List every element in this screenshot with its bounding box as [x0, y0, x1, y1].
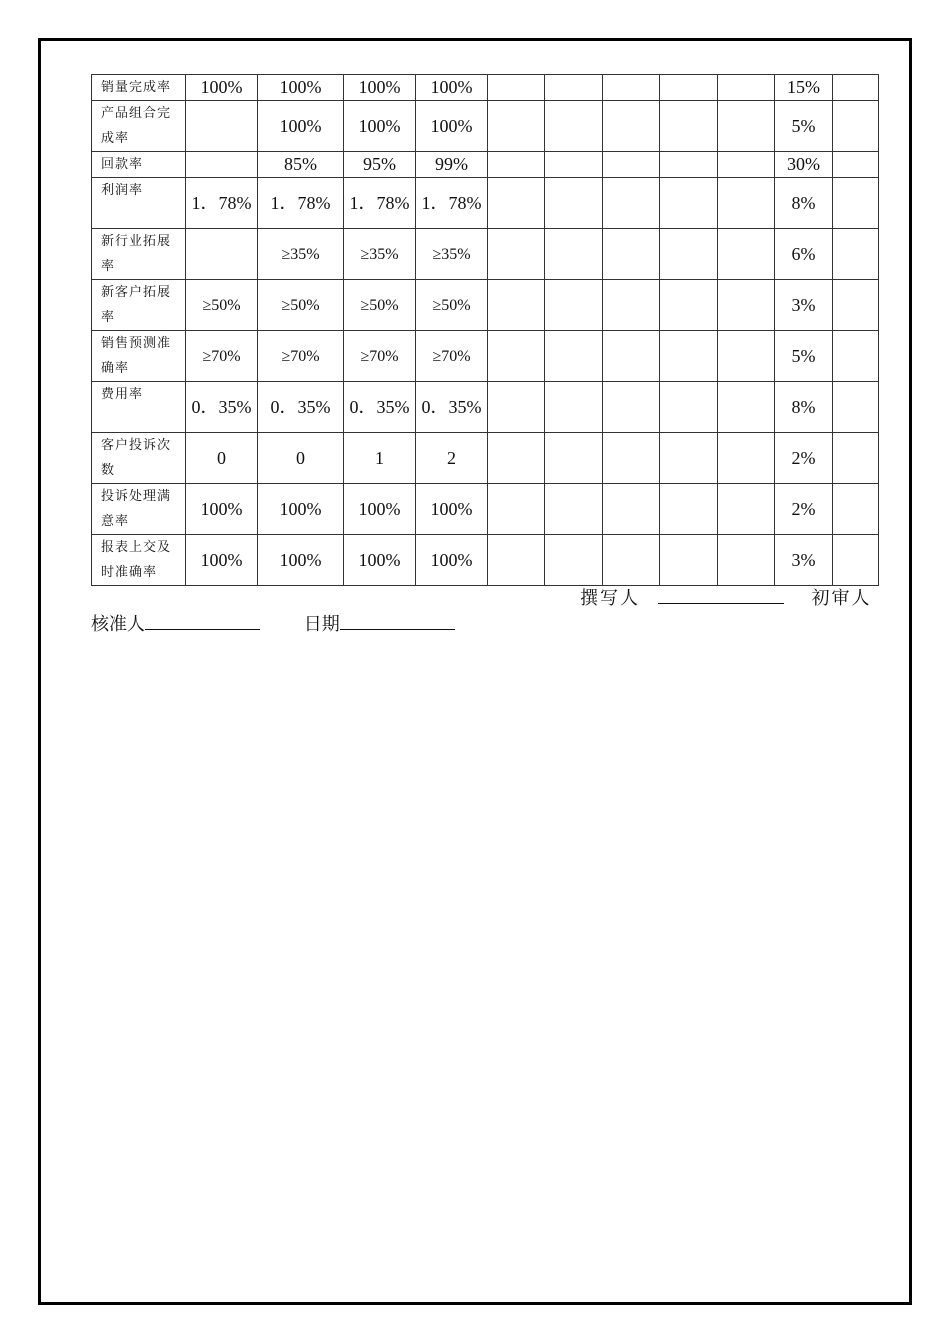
empty-cell: [488, 382, 545, 433]
target-cell: 0: [186, 433, 258, 484]
empty-cell: [718, 178, 775, 229]
kpi-label: 新行业拓展率: [92, 229, 186, 280]
table-row: [92, 484, 879, 535]
target-cell: 100%: [186, 484, 258, 535]
signature-line-1: [580, 584, 871, 610]
target-cell: 100%: [186, 535, 258, 586]
target-cell: 100%: [416, 535, 488, 586]
empty-cell: [545, 433, 603, 484]
target-cell: 100%: [416, 75, 488, 101]
weight-cell: 3%: [775, 535, 833, 586]
approver-label: 核准人: [91, 614, 145, 635]
kpi-table: [91, 74, 879, 586]
score-cell: [833, 433, 879, 484]
empty-cell: [603, 75, 660, 101]
score-cell: [833, 382, 879, 433]
target-cell: 0．35%: [186, 382, 258, 433]
target-cell: 100%: [344, 101, 416, 152]
empty-cell: [718, 382, 775, 433]
table-row: [92, 152, 879, 178]
weight-cell: 6%: [775, 229, 833, 280]
target-cell: 0．35%: [258, 382, 344, 433]
empty-cell: [603, 484, 660, 535]
target-cell: 95%: [344, 152, 416, 178]
target-cell: ≥70%: [344, 331, 416, 382]
empty-cell: [545, 280, 603, 331]
kpi-label: 销量完成率: [92, 75, 186, 101]
date-label: 日期: [303, 614, 340, 635]
empty-cell: [488, 535, 545, 586]
target-cell: 100%: [344, 75, 416, 101]
target-cell: 2: [416, 433, 488, 484]
empty-cell: [660, 101, 718, 152]
empty-cell: [603, 178, 660, 229]
table-row: [92, 382, 879, 433]
kpi-label: 报表上交及时准确率: [92, 535, 186, 586]
empty-cell: [718, 535, 775, 586]
kpi-label: 回款率: [92, 152, 186, 178]
empty-cell: [660, 75, 718, 101]
empty-cell: [718, 280, 775, 331]
empty-cell: [718, 484, 775, 535]
target-cell: ≥50%: [258, 280, 344, 331]
empty-cell: [603, 433, 660, 484]
empty-cell: [660, 178, 718, 229]
target-cell: ≥70%: [258, 331, 344, 382]
empty-cell: [718, 152, 775, 178]
table-row: [92, 535, 879, 586]
table-row: [92, 331, 879, 382]
target-cell: [186, 152, 258, 178]
empty-cell: [718, 229, 775, 280]
empty-cell: [603, 101, 660, 152]
kpi-label: 投诉处理满意率: [92, 484, 186, 535]
empty-cell: [660, 535, 718, 586]
empty-cell: [488, 484, 545, 535]
target-cell: [186, 101, 258, 152]
first-reviewer-label: 初审人: [811, 588, 872, 609]
target-cell: 100%: [186, 75, 258, 101]
empty-cell: [660, 229, 718, 280]
target-cell: ≥70%: [186, 331, 258, 382]
empty-cell: [488, 101, 545, 152]
target-cell: ≥35%: [344, 229, 416, 280]
signature-line-2: [91, 610, 455, 636]
empty-cell: [603, 331, 660, 382]
empty-cell: [488, 433, 545, 484]
target-cell: 85%: [258, 152, 344, 178]
empty-cell: [488, 280, 545, 331]
target-cell: 100%: [258, 75, 344, 101]
weight-cell: 8%: [775, 382, 833, 433]
score-cell: [833, 152, 879, 178]
table-row: [92, 433, 879, 484]
writer-label: 撰写人: [580, 588, 640, 609]
target-cell: ≥35%: [416, 229, 488, 280]
target-cell: ≥50%: [186, 280, 258, 331]
target-cell: 0．35%: [344, 382, 416, 433]
score-cell: [833, 331, 879, 382]
empty-cell: [545, 382, 603, 433]
empty-cell: [545, 75, 603, 101]
kpi-label: 新客户拓展率: [92, 280, 186, 331]
empty-cell: [660, 152, 718, 178]
date-blank[interactable]: [340, 613, 455, 630]
empty-cell: [603, 280, 660, 331]
empty-cell: [545, 535, 603, 586]
empty-cell: [488, 178, 545, 229]
empty-cell: [718, 433, 775, 484]
kpi-label: 产品组合完成率: [92, 101, 186, 152]
empty-cell: [545, 331, 603, 382]
empty-cell: [718, 331, 775, 382]
empty-cell: [488, 152, 545, 178]
empty-cell: [718, 75, 775, 101]
empty-cell: [660, 484, 718, 535]
target-cell: 100%: [258, 101, 344, 152]
target-cell: 1: [344, 433, 416, 484]
empty-cell: [488, 75, 545, 101]
empty-cell: [660, 382, 718, 433]
target-cell: 100%: [258, 484, 344, 535]
empty-cell: [545, 484, 603, 535]
table-row: [92, 101, 879, 152]
target-cell: ≥70%: [416, 331, 488, 382]
table-row: [92, 75, 879, 101]
target-cell: 1．78%: [258, 178, 344, 229]
target-cell: ≥35%: [258, 229, 344, 280]
kpi-label: 利润率: [92, 178, 186, 229]
score-cell: [833, 178, 879, 229]
weight-cell: 2%: [775, 433, 833, 484]
target-cell: ≥50%: [416, 280, 488, 331]
weight-cell: 5%: [775, 101, 833, 152]
kpi-table-body: [92, 75, 879, 586]
kpi-label: 费用率: [92, 382, 186, 433]
empty-cell: [545, 101, 603, 152]
target-cell: [186, 229, 258, 280]
weight-cell: 2%: [775, 484, 833, 535]
empty-cell: [545, 152, 603, 178]
empty-cell: [603, 535, 660, 586]
weight-cell: 15%: [775, 75, 833, 101]
empty-cell: [660, 433, 718, 484]
target-cell: ≥50%: [344, 280, 416, 331]
empty-cell: [603, 382, 660, 433]
target-cell: 0．35%: [416, 382, 488, 433]
approver-blank[interactable]: [145, 613, 260, 630]
score-cell: [833, 484, 879, 535]
weight-cell: 3%: [775, 280, 833, 331]
weight-cell: 8%: [775, 178, 833, 229]
target-cell: 99%: [416, 152, 488, 178]
empty-cell: [718, 101, 775, 152]
empty-cell: [488, 229, 545, 280]
score-cell: [833, 280, 879, 331]
empty-cell: [488, 331, 545, 382]
target-cell: 100%: [258, 535, 344, 586]
table-row: [92, 178, 879, 229]
kpi-label: 客户投诉次数: [92, 433, 186, 484]
empty-cell: [545, 229, 603, 280]
writer-blank[interactable]: [658, 587, 784, 604]
score-cell: [833, 101, 879, 152]
target-cell: 100%: [344, 535, 416, 586]
table-row: [92, 229, 879, 280]
target-cell: 1．78%: [344, 178, 416, 229]
table-row: [92, 280, 879, 331]
target-cell: 100%: [416, 101, 488, 152]
target-cell: 1．78%: [186, 178, 258, 229]
weight-cell: 30%: [775, 152, 833, 178]
kpi-label: 销售预测准确率: [92, 331, 186, 382]
score-cell: [833, 535, 879, 586]
empty-cell: [660, 331, 718, 382]
score-cell: [833, 229, 879, 280]
weight-cell: 5%: [775, 331, 833, 382]
empty-cell: [603, 229, 660, 280]
target-cell: 1．78%: [416, 178, 488, 229]
target-cell: 100%: [416, 484, 488, 535]
empty-cell: [603, 152, 660, 178]
empty-cell: [660, 280, 718, 331]
target-cell: 100%: [344, 484, 416, 535]
score-cell: [833, 75, 879, 101]
target-cell: 0: [258, 433, 344, 484]
empty-cell: [545, 178, 603, 229]
